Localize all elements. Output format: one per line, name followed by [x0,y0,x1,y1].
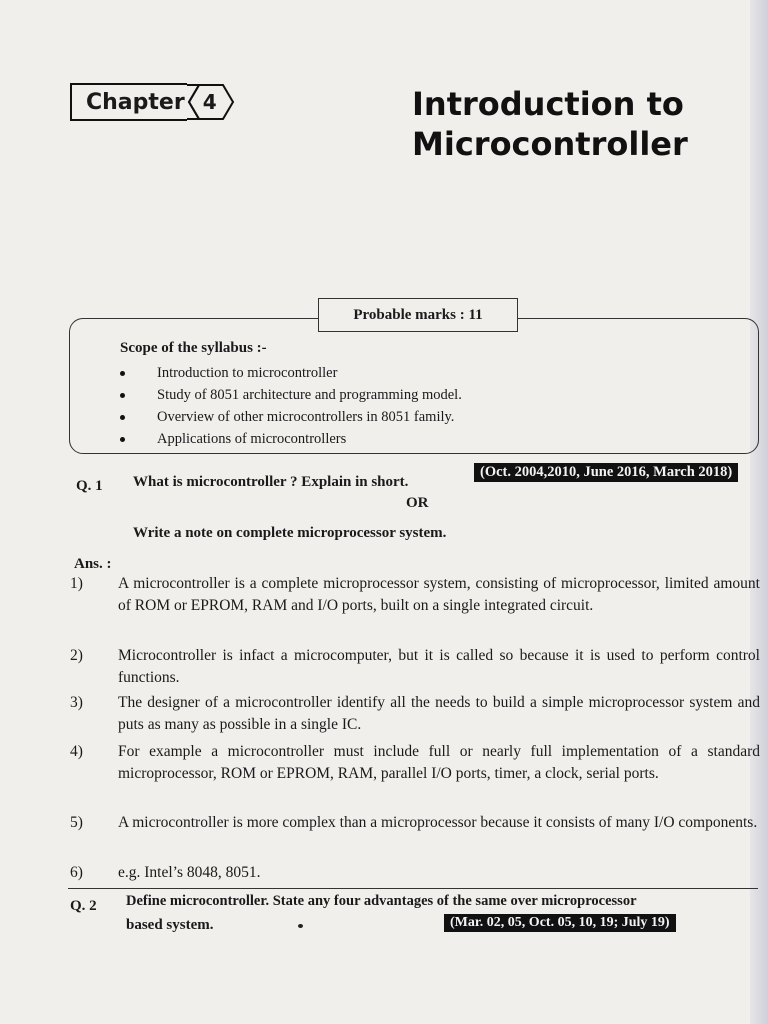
answer-item-5 [70,812,760,834]
answer-item-6 [70,862,760,884]
answer-item-number: 6) [70,864,83,881]
ink-mark [298,924,303,928]
chapter-title [412,84,688,164]
q2-text-line1: Define microcontroller. State any four advantages of the same over microprocessor [126,893,637,909]
bullet-icon [120,437,125,442]
q2-number: Q. 2 [70,898,97,914]
answer-item-text: e.g. Intel’s 8048, 8051. [118,864,261,881]
q2-text-line2: based system. [126,917,214,933]
answer-item-number: 5) [70,814,83,831]
answer-item-number: 3) [70,694,83,711]
q1-text: What is microcontroller ? Explain in short. [133,474,409,490]
answer-item-3 [70,692,760,736]
q1-or: OR [406,495,429,511]
answer-item-2 [70,645,760,689]
chapter-number: 4 [202,90,217,114]
scope-item: Applications of microcontrollers [118,428,462,450]
q1-alt-text: Write a note on complete microprocessor system. [133,525,447,541]
probable-marks: Probable marks : 11 [318,298,518,332]
answer-label: Ans. : [74,556,112,572]
q1-exam-ref: (Oct. 2004,2010, June 2016, March 2018) [474,463,738,482]
bullet-icon [120,371,125,376]
answer-item-number: 1) [70,575,83,592]
scope-item: Introduction to microcontroller [118,362,462,384]
chapter-label: Chapter [70,83,187,121]
answer-item-4 [70,741,760,785]
answer-item-text: The designer of a microcontroller identify all the needs to build a simple microprocessor system and puts as many as possible in a single IC. [118,694,760,733]
answer-item-text: A microcontroller is a complete microprocessor system, consisting of microprocessor, limited amount of ROM or EPROM, RAM and I/O ports, built on a single integrated circuit. [118,575,760,614]
scope-heading: Scope of the syllabus :- [120,340,267,356]
answer-item-1 [70,573,760,617]
q2-exam-ref: (Mar. 02, 05, Oct. 05, 10, 19; July 19) [444,914,676,932]
answer-item-number: 2) [70,647,83,664]
chapter-badge [70,84,237,120]
answer-item-text: Microcontroller is infact a microcomputer, but it is called so because it is used to perform control functions. [118,647,760,686]
chapter-title-line1: Introduction to [412,85,684,123]
section-divider [68,888,758,889]
bullet-icon [120,393,125,398]
answer-item-text: A microcontroller is more complex than a microprocessor because it consists of many I/O components. [118,814,758,831]
chapter-number-tag [187,83,237,121]
q1-number: Q. 1 [76,478,103,494]
answer-item-number: 4) [70,743,83,760]
answer-item-text: For example a microcontroller must include full or nearly full implementation of a standard microprocessor, ROM or EPROM, RAM, parallel I/O ports, timer, a clock, serial ports. [118,743,760,782]
scope-item: Study of 8051 architecture and programming model. [118,384,462,406]
bullet-icon [120,415,125,420]
scope-list [118,362,462,450]
scope-item: Overview of other microcontrollers in 8051 family. [118,406,462,428]
chapter-title-line2: Microcontroller [412,125,688,163]
